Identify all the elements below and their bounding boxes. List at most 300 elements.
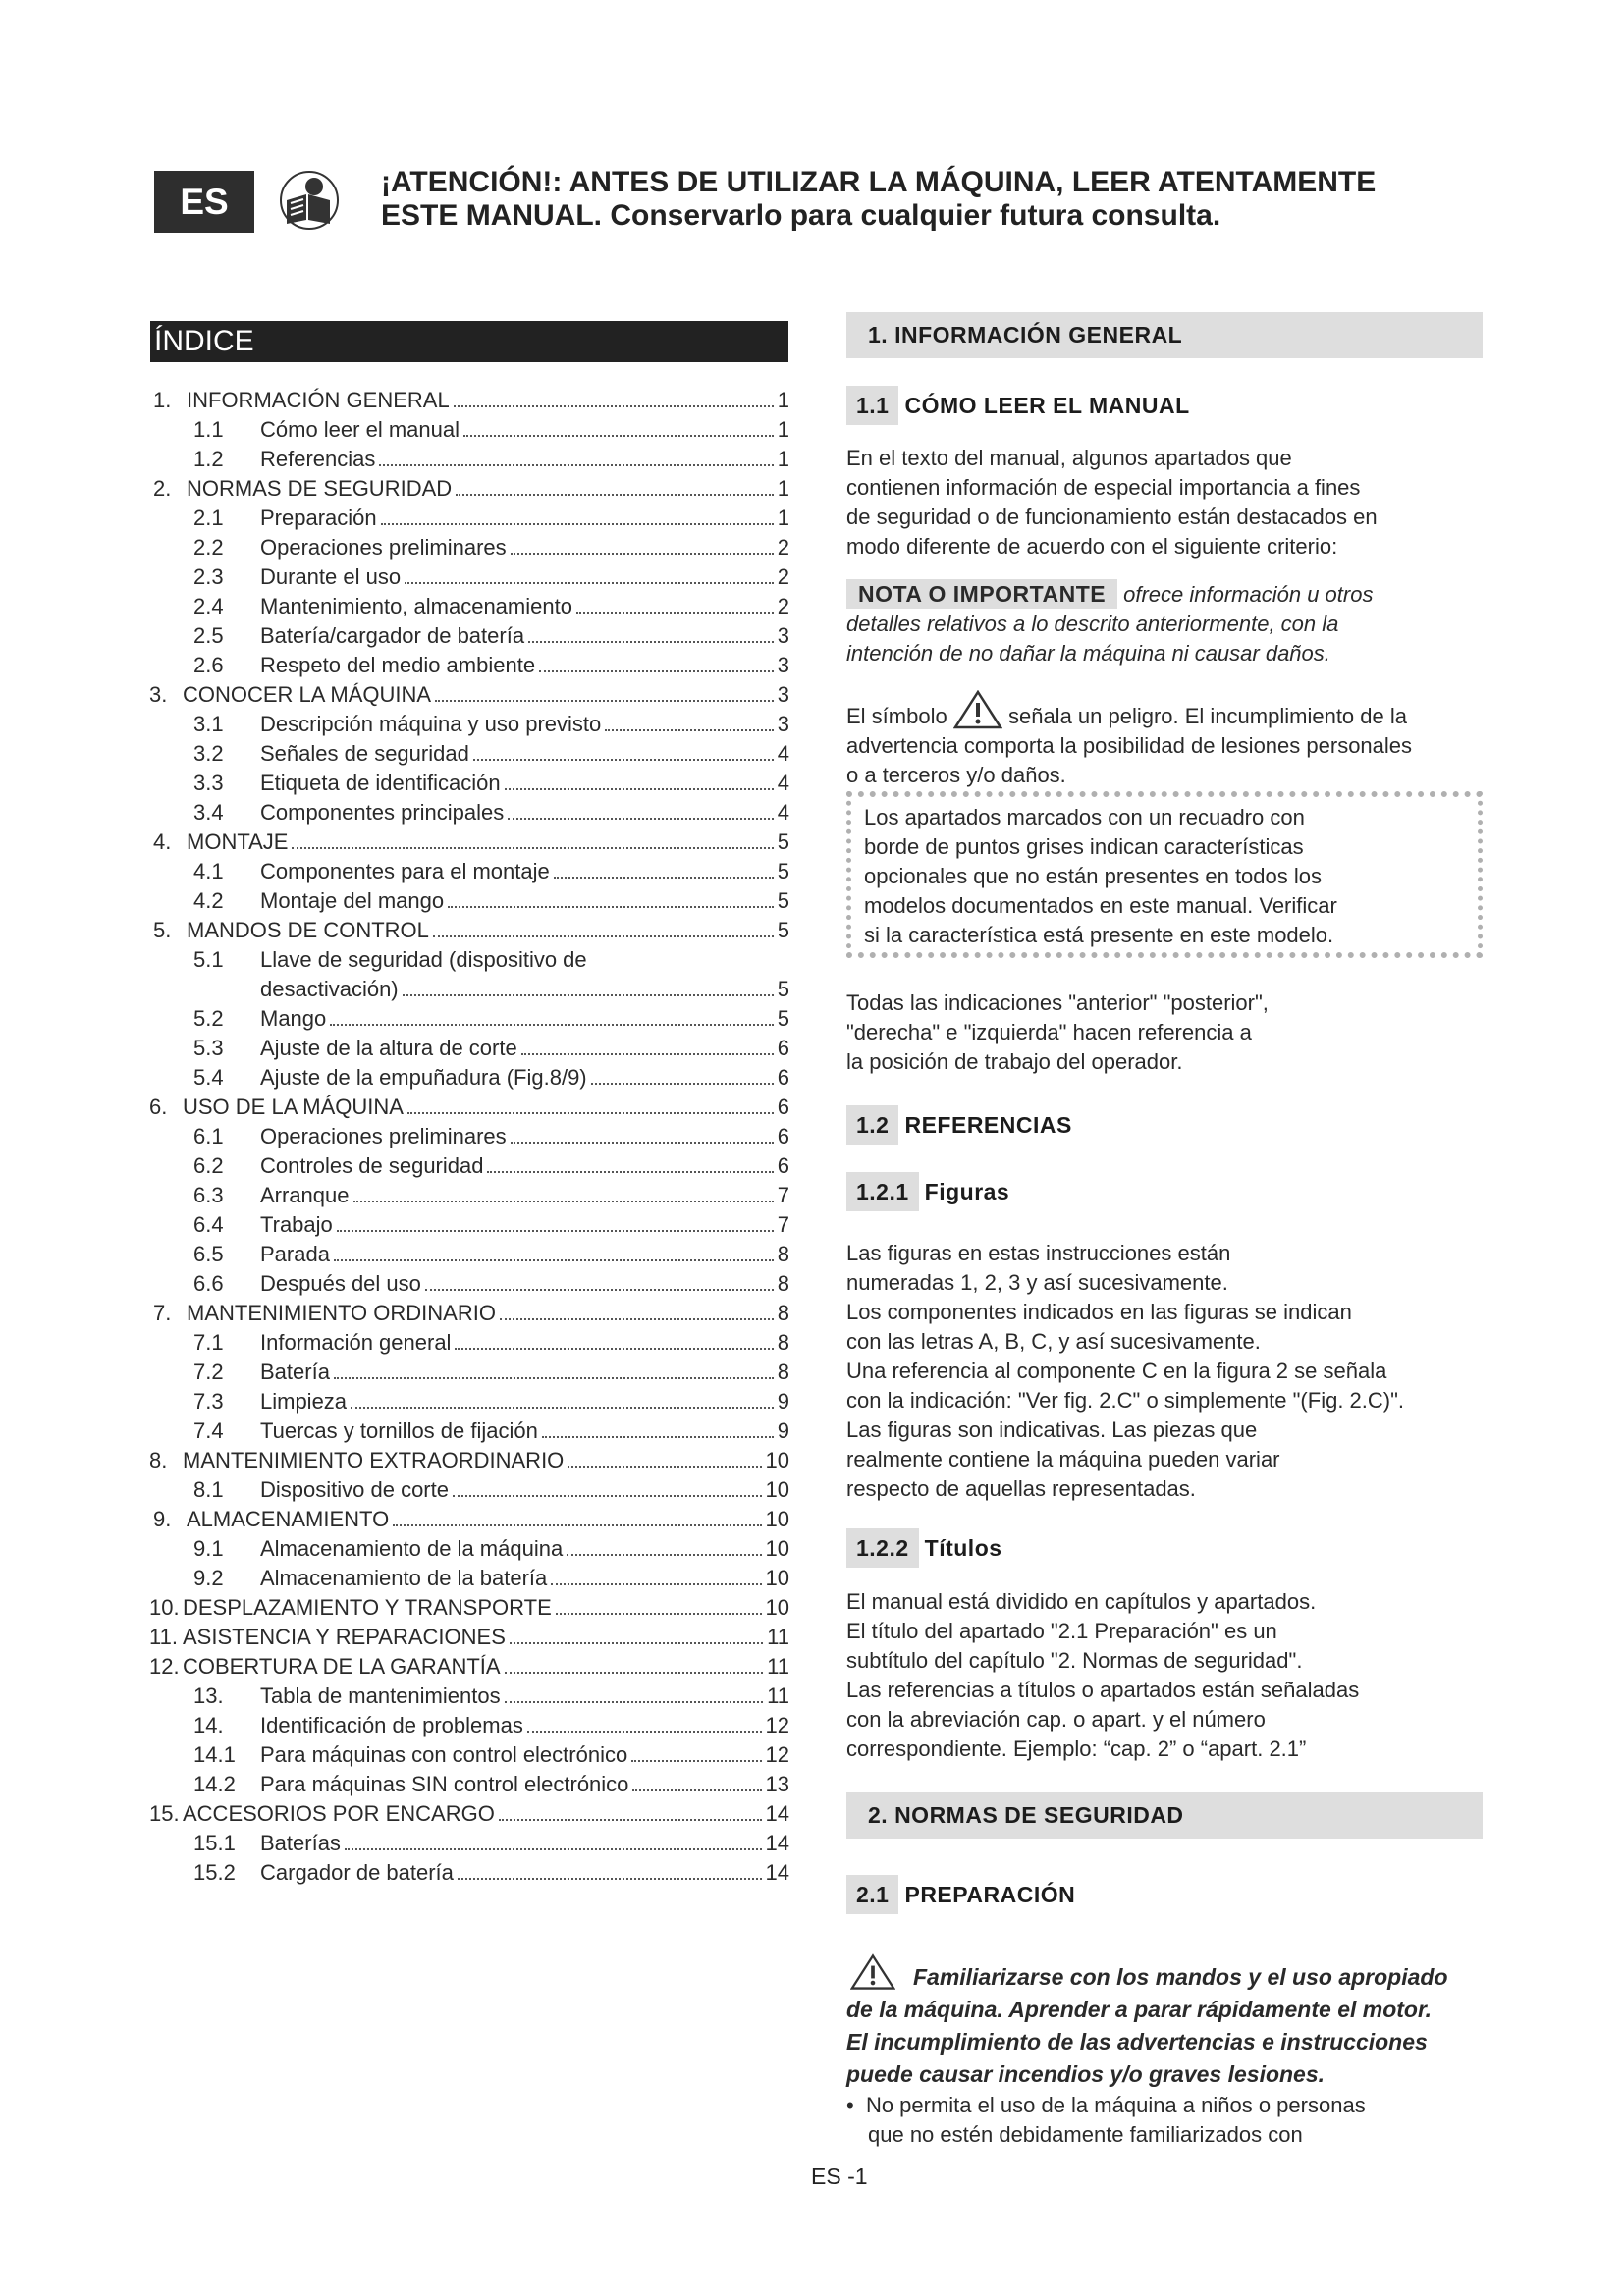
toc-entry-number: 7.4 xyxy=(193,1418,224,1443)
toc-leader-dots xyxy=(433,934,774,937)
toc-entry-number: 7. xyxy=(153,1301,172,1325)
toc-entry-page: 2 xyxy=(777,535,789,560)
toc-entry-title: ACCESORIOS POR ENCARGO xyxy=(183,1801,495,1826)
toc-entry-title: Tabla de mantenimientos xyxy=(260,1683,501,1708)
toc-entry-number: 5.2 xyxy=(193,1006,224,1031)
toc-entry-page: 12 xyxy=(765,1742,789,1767)
toc-entry-number: 9.2 xyxy=(193,1566,224,1590)
toc-leader-dots xyxy=(330,1023,773,1026)
toc-leader-dots xyxy=(556,1612,762,1615)
symbol-text-pre: El símbolo xyxy=(846,704,947,728)
symbol-paragraph xyxy=(846,690,1485,790)
text-line: subtítulo del capítulo "2. Normas de seguridad". xyxy=(846,1648,1303,1673)
bullet-continuation: que no estén debidamente familiarizados con xyxy=(868,2122,1303,2147)
toc-entry xyxy=(149,533,789,562)
toc-entry-number: 3.2 xyxy=(193,741,224,766)
toc-entry-title: Dispositivo de corte xyxy=(260,1477,449,1502)
toc-entry-title: Arranque xyxy=(260,1183,350,1207)
text-line: Las figuras en estas instrucciones están xyxy=(846,1241,1231,1265)
toc-leader-dots xyxy=(405,581,774,584)
toc-entry-title: Respeto del medio ambiente xyxy=(260,653,536,677)
figures-paragraph xyxy=(846,1239,1485,1504)
subsection-title: Títulos xyxy=(924,1534,1002,1561)
toc-entry-number: 6.2 xyxy=(193,1153,224,1178)
toc-leader-dots xyxy=(508,817,773,820)
toc-entry-title: Batería xyxy=(260,1360,330,1384)
text-line: modo diferente de acuerdo con el siguiente criterio: xyxy=(846,534,1338,559)
toc-entry-title: Cargador de batería xyxy=(260,1860,454,1885)
toc-entry-page: 10 xyxy=(765,1477,789,1502)
text-line: modelos documentados en este manual. Verificar xyxy=(864,893,1337,918)
toc-entry xyxy=(149,1034,789,1063)
toc-entry-page: 11 xyxy=(767,1625,789,1649)
toc-entry-title: Baterías xyxy=(260,1831,341,1855)
nota-text-1: ofrece información u otros xyxy=(1123,582,1374,607)
toc-leader-dots xyxy=(511,1141,774,1144)
text-line: Los componentes indicados en las figuras se indican xyxy=(846,1300,1352,1324)
text-line: contienen información de especial importancia a fines xyxy=(846,475,1361,500)
toc-entry xyxy=(149,1416,789,1446)
toc-entry xyxy=(149,916,789,945)
toc-entry-number: 4. xyxy=(153,829,172,854)
toc-leader-dots xyxy=(353,1200,774,1202)
toc-entry-number: 6.4 xyxy=(193,1212,224,1237)
toc-entry xyxy=(149,1593,789,1623)
toc-entry xyxy=(149,445,789,474)
toc-entry-title: Cómo leer el manual xyxy=(260,417,460,442)
text-line: Los apartados marcados con un recuadro con xyxy=(864,805,1305,829)
toc-entry-number: 6.3 xyxy=(193,1183,224,1207)
text-line: la posición de trabajo del operador. xyxy=(846,1049,1183,1074)
toc-entry xyxy=(149,1623,789,1652)
toc-leader-dots xyxy=(393,1523,761,1526)
toc-entry xyxy=(149,1652,789,1682)
toc-entry xyxy=(149,1799,789,1829)
toc-entry-number: 3.3 xyxy=(193,771,224,795)
warning-triangle-icon xyxy=(850,1953,895,1991)
toc-leader-dots xyxy=(542,1435,774,1438)
text-line: Las figuras son indicativas. Las piezas que xyxy=(846,1417,1258,1442)
toc-entry-page: 6 xyxy=(777,1036,789,1060)
toc-entry-title: CONOCER LA MÁQUINA xyxy=(183,682,432,707)
toc-entry-title: USO DE LA MÁQUINA xyxy=(183,1095,404,1119)
toc-entry xyxy=(149,739,789,769)
text-line: si la característica está presente en este modelo. xyxy=(864,923,1334,947)
toc-entry-title: MANTENIMIENTO ORDINARIO xyxy=(187,1301,496,1325)
toc-entry-number: 2.6 xyxy=(193,653,224,677)
toc-entry-title: Almacenamiento de la máquina xyxy=(260,1536,564,1561)
text-line: con las letras A, B, C, y así sucesivamente. xyxy=(846,1329,1261,1354)
page-number: ES -1 xyxy=(811,2163,868,2189)
toc-entry xyxy=(149,1181,789,1210)
toc-entry xyxy=(149,975,789,1004)
toc-leader-dots xyxy=(458,1877,762,1880)
subsection-1-2-1-heading xyxy=(846,1172,1009,1211)
toc-leader-dots xyxy=(631,1759,761,1762)
toc-leader-dots xyxy=(539,669,774,672)
toc-entry-number: 6.6 xyxy=(193,1271,224,1296)
bullet-item: • No permita el uso de la máquina a niños o personas xyxy=(846,2093,1366,2117)
toc-entry xyxy=(149,1682,789,1711)
toc-entry xyxy=(149,1534,789,1564)
section-1-title: 1. INFORMACIÓN GENERAL xyxy=(846,312,1483,358)
toc-entry-title: Trabajo xyxy=(260,1212,333,1237)
toc-entry-page: 6 xyxy=(777,1153,789,1178)
toc-entry xyxy=(149,1358,789,1387)
toc-leader-dots xyxy=(435,699,774,702)
warning-text-2: de la máquina. Aprender a parar rápidamente el motor. xyxy=(846,1997,1433,2022)
toc-entry-title: DESPLAZAMIENTO Y TRANSPORTE xyxy=(183,1595,552,1620)
toc-entry-page: 5 xyxy=(777,918,789,942)
attention-line-2: ESTE MANUAL. Conservarlo para cualquier futura consulta. xyxy=(381,199,1221,232)
safety-warning xyxy=(846,1953,1494,2150)
toc-entry-title: Componentes principales xyxy=(260,800,505,825)
text-line: respecto de aquellas representadas. xyxy=(846,1476,1196,1501)
toc-leader-dots xyxy=(425,1288,774,1291)
text-line: correspondiente. Ejemplo: “cap. 2” o “apart. 2.1” xyxy=(846,1736,1307,1761)
toc-entry xyxy=(149,1240,789,1269)
toc-entry-page: 14 xyxy=(765,1801,789,1826)
text-line: Una referencia al componente C en la figura 2 se señala xyxy=(846,1359,1387,1383)
toc-entry xyxy=(149,562,789,592)
toc-entry xyxy=(149,886,789,916)
toc-entry-number: 3.1 xyxy=(193,712,224,736)
toc-entry-page: 11 xyxy=(767,1683,789,1708)
subsection-1-1-heading xyxy=(846,386,1190,425)
toc-leader-dots xyxy=(345,1847,762,1850)
toc-entry xyxy=(149,592,789,621)
toc-leader-dots xyxy=(351,1406,774,1409)
toc-entry-page: 9 xyxy=(777,1389,789,1414)
toc-entry xyxy=(149,1063,789,1093)
toc-entry-title: desactivación) xyxy=(260,977,399,1001)
toc-entry xyxy=(149,769,789,798)
toc-entry-page: 8 xyxy=(777,1242,789,1266)
toc-entry-page: 12 xyxy=(765,1713,789,1737)
toc-entry-title: Tuercas y tornillos de fijación xyxy=(260,1418,538,1443)
toc-entry xyxy=(149,1210,789,1240)
toc-entry-number: 2. xyxy=(153,476,172,501)
section-2-title: 2. NORMAS DE SEGURIDAD xyxy=(846,1792,1483,1839)
toc-entry-page: 14 xyxy=(765,1831,789,1855)
toc-entry-number: 7.3 xyxy=(193,1389,224,1414)
toc-entry-title: MANDOS DE CONTROL xyxy=(187,918,429,942)
toc-entry-title: Parada xyxy=(260,1242,330,1266)
toc-entry-title: Montaje del mango xyxy=(260,888,445,913)
toc-leader-dots xyxy=(292,846,773,849)
toc-entry-page: 9 xyxy=(777,1418,789,1443)
toc-entry-page: 1 xyxy=(777,388,789,412)
toc-entry-number: 8.1 xyxy=(193,1477,224,1502)
toc-entry-page: 10 xyxy=(765,1566,789,1590)
toc-entry-title: ASISTENCIA Y REPARACIONES xyxy=(183,1625,506,1649)
toc-leader-dots xyxy=(453,1494,762,1497)
subsection-title: Figuras xyxy=(924,1178,1010,1204)
toc-leader-dots xyxy=(505,1700,764,1703)
warning-triangle-icon xyxy=(953,690,1002,729)
toc-entry-number: 5.1 xyxy=(193,947,224,972)
subsection-title: PREPARACIÓN xyxy=(904,1881,1076,1907)
toc-entry-number: 2.4 xyxy=(193,594,224,618)
text-line: El manual está dividido en capítulos y apartados. xyxy=(846,1589,1317,1614)
toc-entry-title: NORMAS DE SEGURIDAD xyxy=(187,476,453,501)
attention-line-1: ¡ATENCIÓN!: ANTES DE UTILIZAR LA MÁQUINA, LEER ATENTAMENTE xyxy=(381,166,1377,198)
toc-entry-page: 8 xyxy=(777,1360,789,1384)
toc-entry-page: 1 xyxy=(777,476,789,501)
toc-entry-number: 2.5 xyxy=(193,623,224,648)
toc-entry-number: 3. xyxy=(149,682,168,707)
toc-entry xyxy=(149,474,789,504)
toc-leader-dots xyxy=(632,1789,761,1791)
toc-entry-page: 2 xyxy=(777,594,789,618)
toc-entry-page: 6 xyxy=(777,1124,789,1148)
text-line: de seguridad o de funcionamiento están destacados en xyxy=(846,505,1378,529)
toc-entry-page: 10 xyxy=(765,1536,789,1561)
toc-entry-page: 8 xyxy=(777,1301,789,1325)
text-line: En el texto del manual, algunos apartados que xyxy=(846,446,1292,470)
toc-entry-page: 3 xyxy=(777,653,789,677)
toc-entry xyxy=(149,1740,789,1770)
toc-leader-dots xyxy=(334,1376,774,1379)
text-line: numeradas 1, 2, 3 y así sucesivamente. xyxy=(846,1270,1228,1295)
text-line: realmente contiene la máquina pueden variar xyxy=(846,1447,1280,1471)
warning-text-1: Familiarizarse con los mandos y el uso apropiado xyxy=(913,1964,1448,1990)
toc-leader-dots xyxy=(505,787,774,790)
toc-entry xyxy=(149,1446,789,1475)
subsection-title: CÓMO LEER EL MANUAL xyxy=(904,392,1190,418)
toc-entry-number: 5.4 xyxy=(193,1065,224,1090)
symbol-text-post: señala un peligro. El incumplimiento de la xyxy=(1007,704,1407,728)
toc-entry xyxy=(149,1770,789,1799)
toc-entry-number: 5.3 xyxy=(193,1036,224,1060)
read-manual-icon xyxy=(277,171,342,230)
toc-entry-title: Operaciones preliminares xyxy=(260,535,507,560)
toc-leader-dots xyxy=(510,1641,763,1644)
toc-entry-number: 3.4 xyxy=(193,800,224,825)
toc-entry-number: 2.1 xyxy=(193,506,224,530)
toc-entry-title: Mantenimiento, almacenamiento xyxy=(260,594,572,618)
text-line: El título del apartado "2.1 Preparación" es un xyxy=(846,1619,1277,1643)
toc-leader-dots xyxy=(379,463,773,466)
text-line: opcionales que no están presentes en todos los xyxy=(864,864,1322,888)
toc-entry xyxy=(149,1387,789,1416)
toc-leader-dots xyxy=(463,434,774,437)
toc-entry-number: 4.1 xyxy=(193,859,224,883)
toc-entry-title: Mango xyxy=(260,1006,327,1031)
warning-text-3: El incumplimiento de las advertencias e instrucciones xyxy=(846,2029,1428,2055)
toc-entry-title: Componentes para el montaje xyxy=(260,859,550,883)
toc-leader-dots xyxy=(334,1258,774,1261)
toc-entry-title: Operaciones preliminares xyxy=(260,1124,507,1148)
text-line: Todas las indicaciones "anterior" "posterior", xyxy=(846,990,1269,1015)
toc-entry xyxy=(149,680,789,710)
toc-entry-number: 15.1 xyxy=(193,1831,236,1855)
toc-entry-page: 2 xyxy=(777,564,789,589)
toc-entry-title: Descripción máquina y uso previsto xyxy=(260,712,602,736)
toc-entry-title: Batería/cargador de batería xyxy=(260,623,525,648)
toc-entry-number: 15. xyxy=(149,1801,180,1826)
toc-entry-title: Referencias xyxy=(260,447,376,471)
toc-entry xyxy=(149,1299,789,1328)
toc-entry-page: 4 xyxy=(777,771,789,795)
toc-entry-title: Almacenamiento de la batería xyxy=(260,1566,548,1590)
subsection-title: REFERENCIAS xyxy=(904,1111,1072,1138)
toc-entry-page: 10 xyxy=(765,1595,789,1620)
toc-entry xyxy=(149,710,789,739)
toc-entry-title: Señales de seguridad xyxy=(260,741,469,766)
toc-leader-dots xyxy=(381,522,774,525)
toc-entry-title: Ajuste de la empuñadura (Fig.8/9) xyxy=(260,1065,587,1090)
toc-entry-number: 14.2 xyxy=(193,1772,236,1796)
toc-leader-dots xyxy=(591,1082,774,1085)
toc-leader-dots xyxy=(511,552,774,555)
toc-entry-number: 6. xyxy=(149,1095,168,1119)
toc-entry-page: 1 xyxy=(777,417,789,442)
toc-entry-title: Preparación xyxy=(260,506,377,530)
toc-entry-number: 1.1 xyxy=(193,417,224,442)
text-line: con la indicación: "Ver fig. 2.C" o simplemente "(Fig. 2.C)". xyxy=(846,1388,1405,1413)
toc-entry-title: Llave de seguridad (dispositivo de xyxy=(260,947,587,972)
toc-entry-page: 5 xyxy=(777,1006,789,1031)
toc-leader-dots xyxy=(554,876,774,879)
subsection-number: 2.1 xyxy=(846,1875,898,1914)
toc-entry-number: 4.2 xyxy=(193,888,224,913)
toc-leader-dots xyxy=(499,1818,762,1821)
language-badge: ES xyxy=(154,171,254,233)
toc-entry-number: 14. xyxy=(193,1713,224,1737)
toc-entry-number: 1.2 xyxy=(193,447,224,471)
toc-leader-dots xyxy=(455,1347,773,1350)
toc-entry-title: INFORMACIÓN GENERAL xyxy=(187,388,450,412)
toc-entry xyxy=(149,504,789,533)
toc-entry xyxy=(149,1564,789,1593)
text-line: advertencia comporta la posibilidad de lesiones personales xyxy=(846,733,1413,758)
optional-feature-text xyxy=(864,803,1463,950)
toc-entry xyxy=(149,621,789,651)
toc-entry xyxy=(149,1122,789,1151)
toc-entry xyxy=(149,1093,789,1122)
nota-label: NOTA O IMPORTANTE xyxy=(846,579,1117,609)
text-line: "derecha" e "izquierda" hacen referencia a xyxy=(846,1020,1252,1044)
toc-entry-title: ALMACENAMIENTO xyxy=(187,1507,390,1531)
toc-leader-dots xyxy=(567,1553,761,1556)
toc-entry-page: 5 xyxy=(777,888,789,913)
orientation-paragraph xyxy=(846,988,1485,1077)
toc-leader-dots xyxy=(551,1582,761,1585)
toc-leader-dots xyxy=(568,1465,761,1468)
toc-entry-page: 5 xyxy=(777,977,789,1001)
nota-text-3: intención de no dañar la máquina ni causar daños. xyxy=(846,641,1330,666)
toc-entry-page: 10 xyxy=(765,1448,789,1472)
toc-leader-dots xyxy=(576,611,774,614)
toc-entry xyxy=(149,1151,789,1181)
toc-entry-page: 6 xyxy=(777,1095,789,1119)
toc-entry-number: 9.1 xyxy=(193,1536,224,1561)
toc-entry-page: 3 xyxy=(777,712,789,736)
toc-entry xyxy=(149,798,789,828)
toc-entry-number: 6.5 xyxy=(193,1242,224,1266)
toc-entry-page: 13 xyxy=(765,1772,789,1796)
toc-leader-dots xyxy=(605,728,773,731)
toc-entry-page: 8 xyxy=(777,1271,789,1296)
toc-entry xyxy=(149,857,789,886)
toc-leader-dots xyxy=(407,1111,774,1114)
toc-entry-number: 7.2 xyxy=(193,1360,224,1384)
toc-entry xyxy=(149,1475,789,1505)
toc-entry-title: Para máquinas SIN control electrónico xyxy=(260,1772,629,1796)
toc-entry-number: 7.1 xyxy=(193,1330,224,1355)
text-line: con la abreviación cap. o apart. y el número xyxy=(846,1707,1266,1732)
toc-entry-page: 1 xyxy=(777,506,789,530)
toc-entry-title: Identificación de problemas xyxy=(260,1713,523,1737)
toc-entry-number: 9. xyxy=(153,1507,172,1531)
titles-paragraph xyxy=(846,1587,1485,1764)
toc-entry xyxy=(149,1004,789,1034)
subsection-number: 1.2.2 xyxy=(846,1528,919,1568)
toc-entry-number: 6.1 xyxy=(193,1124,224,1148)
toc-entry-number: 5. xyxy=(153,918,172,942)
text-line: borde de puntos grises indican características xyxy=(864,834,1304,859)
toc-entry xyxy=(149,828,789,857)
subsection-number: 1.2 xyxy=(846,1105,898,1145)
toc-entry xyxy=(149,1829,789,1858)
toc-entry-number: 13. xyxy=(193,1683,224,1708)
toc-entry-number: 1. xyxy=(153,388,172,412)
toc-entry-page: 3 xyxy=(777,623,789,648)
toc-entry-title: Ajuste de la altura de corte xyxy=(260,1036,517,1060)
toc-leader-dots xyxy=(448,905,774,908)
subsection-2-1-heading xyxy=(846,1875,1075,1914)
toc-entry-page: 11 xyxy=(767,1654,789,1679)
toc-entry-title: MONTAJE xyxy=(187,829,289,854)
intro-paragraph xyxy=(846,444,1485,561)
index-title: ÍNDICE xyxy=(150,321,788,362)
toc-entry xyxy=(149,651,789,680)
toc-entry-page: 4 xyxy=(777,800,789,825)
nota-paragraph xyxy=(846,579,1485,668)
nota-text-2: detalles relativos a lo descrito anteriormente, con la xyxy=(846,612,1339,636)
bullet-text: No permita el uso de la máquina a niños o personas xyxy=(865,2093,1366,2117)
toc-entry-page: 7 xyxy=(777,1183,789,1207)
toc-entry-page: 1 xyxy=(777,447,789,471)
toc-leader-dots xyxy=(403,993,774,996)
text-line: o a terceros y/o daños. xyxy=(846,763,1066,787)
toc-entry-page: 14 xyxy=(765,1860,789,1885)
toc-entry-number: 15.2 xyxy=(193,1860,236,1885)
toc-entry-number: 10. xyxy=(149,1595,180,1620)
warning-text-4: puede causar incendios y/o graves lesiones. xyxy=(846,2061,1326,2087)
toc-entry xyxy=(149,386,789,415)
text-line: Las referencias a títulos o apartados están señaladas xyxy=(846,1678,1360,1702)
toc-entry xyxy=(149,1505,789,1534)
toc-entry-title: Controles de seguridad xyxy=(260,1153,484,1178)
toc-entry-title: MANTENIMIENTO EXTRAORDINARIO xyxy=(183,1448,565,1472)
toc-entry-number: 2.3 xyxy=(193,564,224,589)
toc-entry-page: 5 xyxy=(777,859,789,883)
subsection-number: 1.1 xyxy=(846,386,898,425)
toc-leader-dots xyxy=(454,404,774,407)
toc-leader-dots xyxy=(473,758,774,761)
toc-entry-page: 6 xyxy=(777,1065,789,1090)
toc-entry-title: Limpieza xyxy=(260,1389,348,1414)
toc-entry-page: 7 xyxy=(777,1212,789,1237)
toc-entry xyxy=(149,1328,789,1358)
toc-entry-number: 14.1 xyxy=(193,1742,236,1767)
subsection-1-2-2-heading xyxy=(846,1528,1002,1568)
toc-leader-dots xyxy=(500,1317,774,1320)
toc-leader-dots xyxy=(528,640,774,643)
toc-leader-dots xyxy=(487,1170,773,1173)
